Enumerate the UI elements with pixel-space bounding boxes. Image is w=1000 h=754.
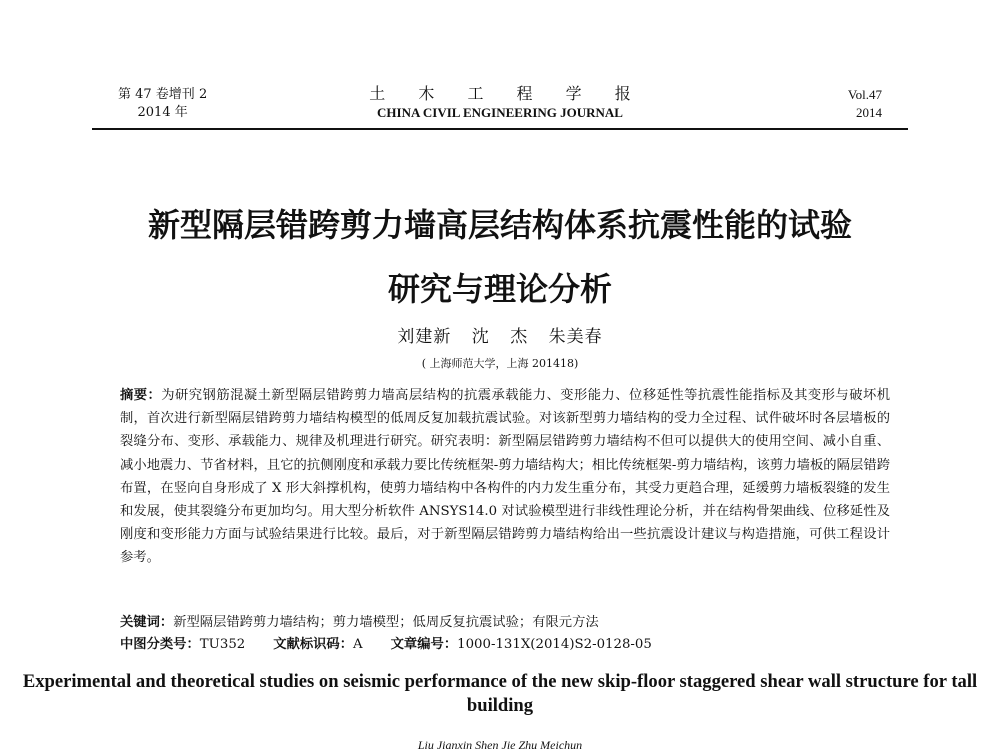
clc-value: TU352 xyxy=(199,637,246,652)
title-cn-line-1: 新型隔层错跨剪力墙高层结构体系抗震性能的试验 xyxy=(147,206,852,244)
authors-cn: 刘建新 沈 杰 朱美春 xyxy=(397,327,603,347)
keywords-text: 新型隔层错跨剪力墙结构；剪力墙模型；低周反复抗震试验；有限元方法 xyxy=(173,615,599,630)
header-rule xyxy=(92,128,908,130)
year-cn: 2014 年 xyxy=(137,105,188,120)
journal-name-en: CHINA CIVIL ENGINEERING JOURNAL xyxy=(377,105,623,120)
header-right xyxy=(848,86,882,122)
keywords-label: 关键词： xyxy=(120,615,174,630)
title-cn-line-2: 研究与理论分析 xyxy=(387,270,612,308)
abstract xyxy=(120,384,890,570)
abstract-label: 摘要： xyxy=(120,388,162,403)
article-no-value: 1000-131X(2014)S2-0128-05 xyxy=(457,637,652,652)
year-en: 2014 xyxy=(856,105,882,120)
journal-name-cn: 土 木 工 程 学 报 xyxy=(369,84,645,103)
title-en: Experimental and theoretical studies on seismic performance of the new skip-floor staggered shear wall structure for tall building xyxy=(22,671,978,716)
article-no-label: 文章编号： xyxy=(390,637,458,652)
clc-label: 中图分类号： xyxy=(120,637,200,652)
classification-line xyxy=(120,634,890,656)
doc-code-label: 文献标识码： xyxy=(273,637,354,652)
abstract-text: 为研究钢筋混凝土新型隔层错跨剪力墙高层结构的抗震承载能力、变形能力、位移延性等抗震性能指标及其变形与破坏机制，首次进行新型隔层错跨剪力墙结构模型的低周反复加载抗震试验。对该新型剪力墙结构的受力全过程、试件破坏时各层墙板的裂缝分布、变形、承载能力、规律及机理进行研究。研究表明：新型隔层错跨剪力墙结构不但可以提供大的使用空间、减小自重、减小地震力、节省材料，且它的抗侧刚度和承载力要比传统框架-剪力墙结构大；相比传统框架-剪力墙结构，该剪力墙板的隔层错跨布置，在竖向自身形成了 X 形大斜撑机构，使剪力墙结构中各构件的内力发生重分布，其受力更趋合理，延缓剪力墙板裂缝的发生和发展，使其裂缝分布更加均匀。用大型分析软件 ANSYS14.0 对试验模型进行非线性理论分析，并在结构骨架曲线、位移延性及刚度和变形能力方面与试验结果进行比较。最后，对于新型隔层错跨剪力墙结构给出一些抗震设计建议与构造措施，可供工程设计参考。 xyxy=(120,388,891,566)
volume-en: Vol.47 xyxy=(847,87,882,102)
doc-code-value: A xyxy=(353,637,363,652)
affiliation-cn: ( 上海师范大学，上海 201418) xyxy=(421,357,579,370)
authors-en: Liu Jianxin Shen Jie Zhu Meichun xyxy=(417,738,583,752)
keywords xyxy=(120,612,890,634)
volume-issue-cn: 第 47 卷增刊 2 xyxy=(118,87,208,102)
